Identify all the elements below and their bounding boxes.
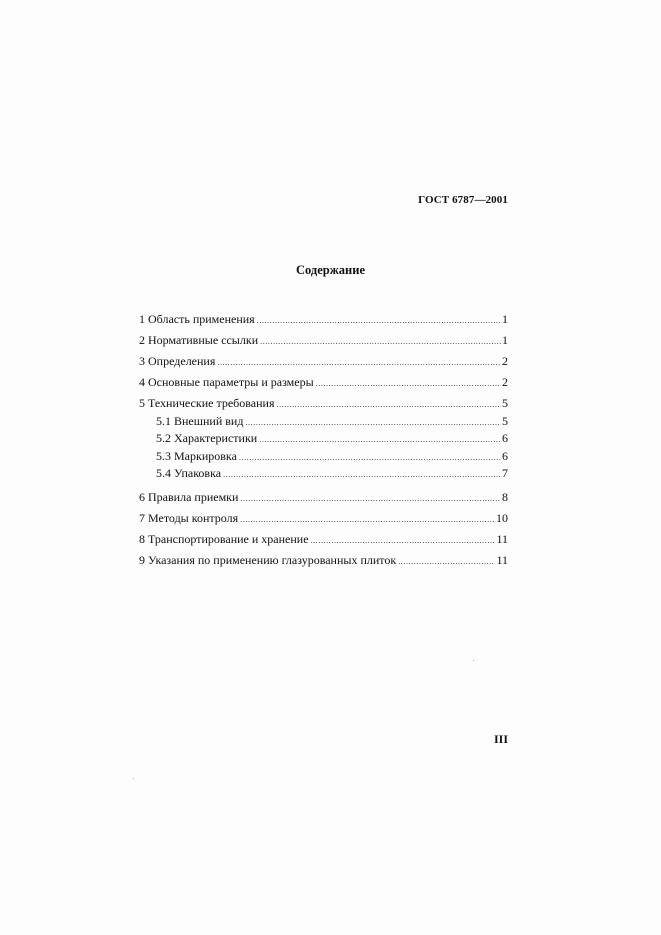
toc-entry[interactable] [139, 489, 508, 510]
toc-entry-page: 5 [502, 413, 508, 428]
toc-entry-label: 8 Транспортирование и хранение [139, 532, 309, 546]
toc-entry[interactable] [139, 374, 508, 395]
toc-title: Содержание [295, 263, 365, 277]
toc-entry[interactable] [139, 332, 508, 353]
leader-dots [259, 432, 501, 448]
leader-dots [398, 554, 495, 570]
toc-subentry[interactable] [139, 448, 508, 466]
toc-entry-page: 2 [502, 375, 508, 389]
toc-subentry[interactable] [139, 465, 508, 489]
toc-entry[interactable] [139, 510, 508, 531]
toc-entry-label: 3 Определения [139, 354, 216, 368]
toc-entry-page: 11 [496, 532, 508, 546]
toc-entry[interactable] [139, 353, 508, 374]
scan-speck [473, 660, 474, 661]
page-number: III [494, 732, 509, 746]
toc-entry-page: 1 [502, 333, 508, 347]
toc-entry-label: 5.1 Внешний вид [156, 413, 244, 428]
toc-entry-page: 6 [502, 431, 508, 445]
toc-entry-label: 9 Указания по применению глазурованных плиток [139, 553, 397, 567]
toc-entry-page: 2 [502, 354, 508, 368]
toc-entry-label: 7 Методы контроля [139, 511, 239, 525]
toc-entry-label: 6 Правила приемки [139, 490, 239, 504]
toc-entry-page: 10 [496, 511, 508, 525]
toc-entry-label: 5.2 Характеристики [156, 431, 258, 445]
leader-dots [239, 450, 501, 466]
leader-dots [257, 313, 501, 329]
leader-dots [217, 355, 501, 371]
toc-entry-page: 5 [502, 396, 508, 410]
standard-code: ГОСТ 6787—2001 [418, 194, 508, 206]
toc-entry-label: 5.3 Маркировка [156, 448, 237, 463]
leader-dots [316, 376, 501, 392]
toc-entry-page: 11 [496, 553, 508, 567]
leader-dots [245, 415, 501, 431]
toc-subentry[interactable] [139, 430, 508, 448]
leader-dots [311, 533, 496, 549]
toc-entry-page: 7 [502, 466, 508, 480]
toc-entry-label: 1 Область применения [139, 312, 255, 326]
leader-dots [223, 467, 501, 483]
leader-dots [260, 334, 501, 350]
toc-entry-page: 1 [502, 312, 508, 326]
toc-entry-page: 6 [502, 448, 508, 463]
toc-entry-page: 8 [502, 490, 508, 504]
toc-entry[interactable] [139, 311, 508, 332]
toc-entry[interactable] [139, 531, 508, 552]
toc-entry-label: 4 Основные параметры и размеры [139, 375, 314, 389]
toc-entry-label: 5 Технические требования [139, 396, 275, 410]
scan-speck [133, 778, 134, 779]
leader-dots [240, 512, 495, 528]
toc-entry-label: 2 Нормативные ссылки [139, 333, 259, 347]
leader-dots [240, 491, 501, 507]
toc-subentry[interactable] [139, 413, 508, 431]
toc-entry[interactable] [139, 395, 508, 413]
leader-dots [276, 397, 501, 413]
toc-entry-label: 5.4 Упаковка [156, 466, 222, 480]
table-of-contents [139, 311, 508, 573]
toc-entry[interactable] [139, 552, 508, 573]
